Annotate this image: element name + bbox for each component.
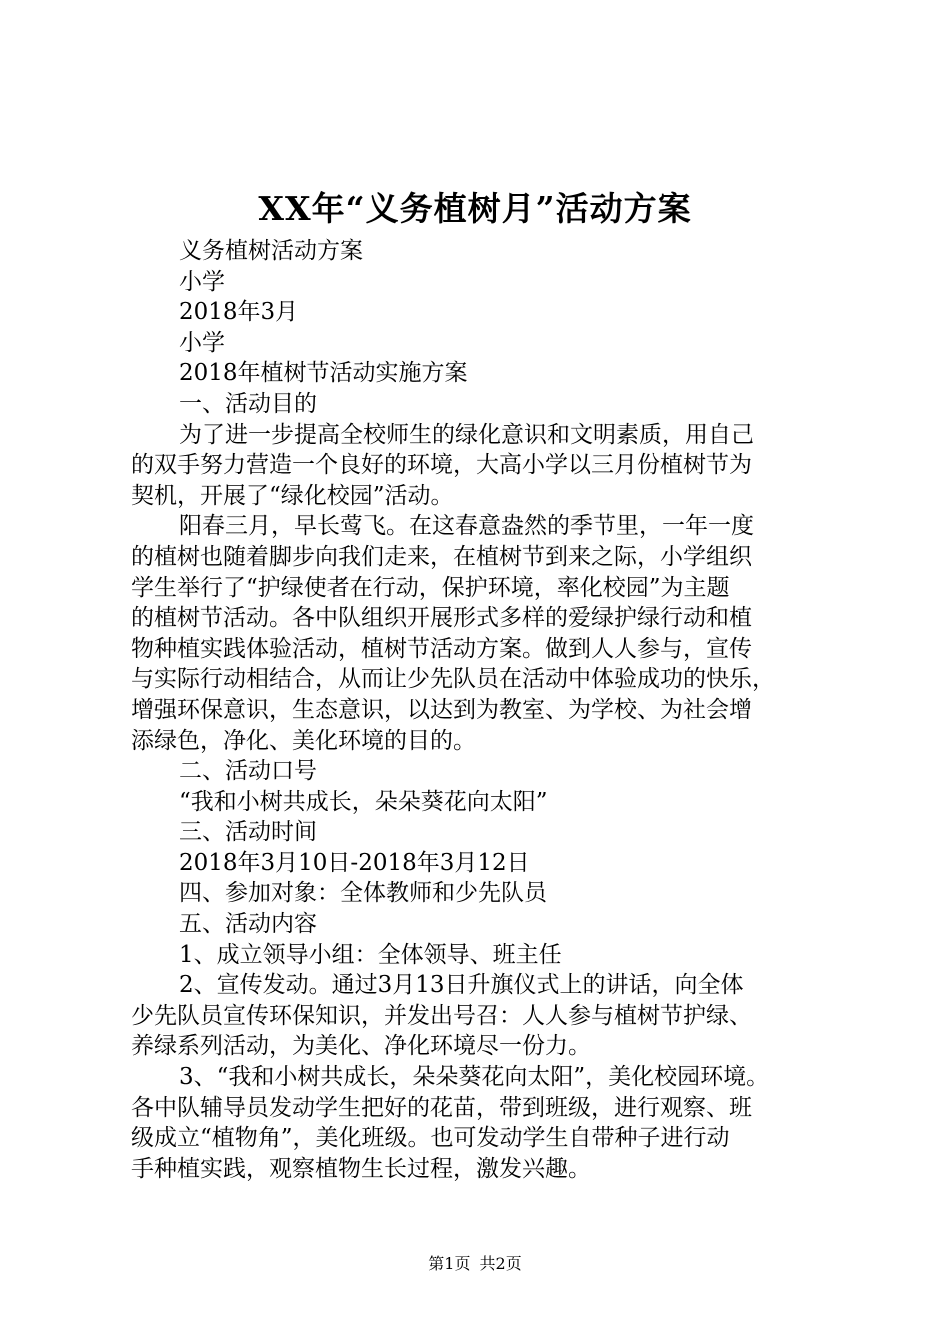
document-title: XX年“义务植树月”活动方案 [258,189,692,228]
document-body [131,236,845,1184]
document-line: 2018年3月 [179,299,299,326]
page-number: 第1页 [428,1254,471,1273]
document-line: 学生举行了“护绿使者在行动，保护环境，率化校园”为主题 [131,574,730,601]
document-line: 2018年植树节活动实施方案 [179,360,468,387]
document-line: 养绿系列活动，为美化、净化环境尽一份力。 [131,1033,591,1060]
document-line: 增强环保意识，生态意识，以达到为教室、为学校、为社会增 [131,696,752,723]
document-line: 的植树节活动。各中队组织开展形式多样的爱绿护绿行动和植 [131,605,752,632]
document-line: 2、宣传发动。通过3月13日升旗仪式上的讲话，向全体 [179,972,744,999]
document-line: 与实际行动相结合，从而让少先队员在活动中体验成功的快乐， [131,666,775,693]
document-line: 3、“我和小树共成长，朵朵葵花向太阳”，美化校园环境。 [179,1064,770,1091]
document-line: 添绿色，净化、美化环境的目的。 [131,727,476,754]
document-line: 的双手努力营造一个良好的环境，大高小学以三月份植树节为 [131,452,752,479]
document-line: 义务植树活动方案 [179,238,363,264]
document-line: 物种植实践体验活动，植树节活动方案。做到人人参与，宣传 [131,635,752,662]
document-line: 1、成立领导小组：全体领导、班主任 [179,941,562,968]
document-line: 阳春三月，早长莺飞。在这春意盎然的季节里，一年一度 [179,513,754,540]
document-line: 小学 [179,329,225,356]
document-line: 手种植实践，观察植物生长过程，激发兴趣。 [131,1155,591,1182]
document-line: 小学 [179,268,225,295]
document-line: 各中队辅导员发动学生把好的花苗，带到班级，进行观察、班 [131,1094,752,1121]
document-line: 级成立“植物角”，美化班级。也可发动学生自带种子进行动 [131,1125,730,1152]
page-footer [0,1253,950,1275]
document-line: “我和小树共成长，朵朵葵花向太阳” [179,788,548,815]
document-line: 的植树也随着脚步向我们走来，在植树节到来之际，小学组织 [131,543,752,570]
document-line: 一、活动目的 [179,390,317,417]
document-line: 为了进一步提高全校师生的绿化意识和文明素质，用自己 [179,421,754,448]
document-line: 三、活动时间 [179,819,317,846]
page-total: 共2页 [479,1254,522,1273]
document-line: 四、参加对象：全体教师和少先队员 [179,880,547,907]
document-line: 契机，开展了“绿化校园”活动。 [131,482,454,509]
document-line: 二、活动口号 [179,758,317,785]
document-line: 五、活动内容 [179,911,317,938]
document-line: 2018年3月10日-2018年3月12日 [179,849,530,876]
document-line: 少先队员宣传环保知识，并发出号召：人人参与植树节护绿、 [131,1002,752,1029]
